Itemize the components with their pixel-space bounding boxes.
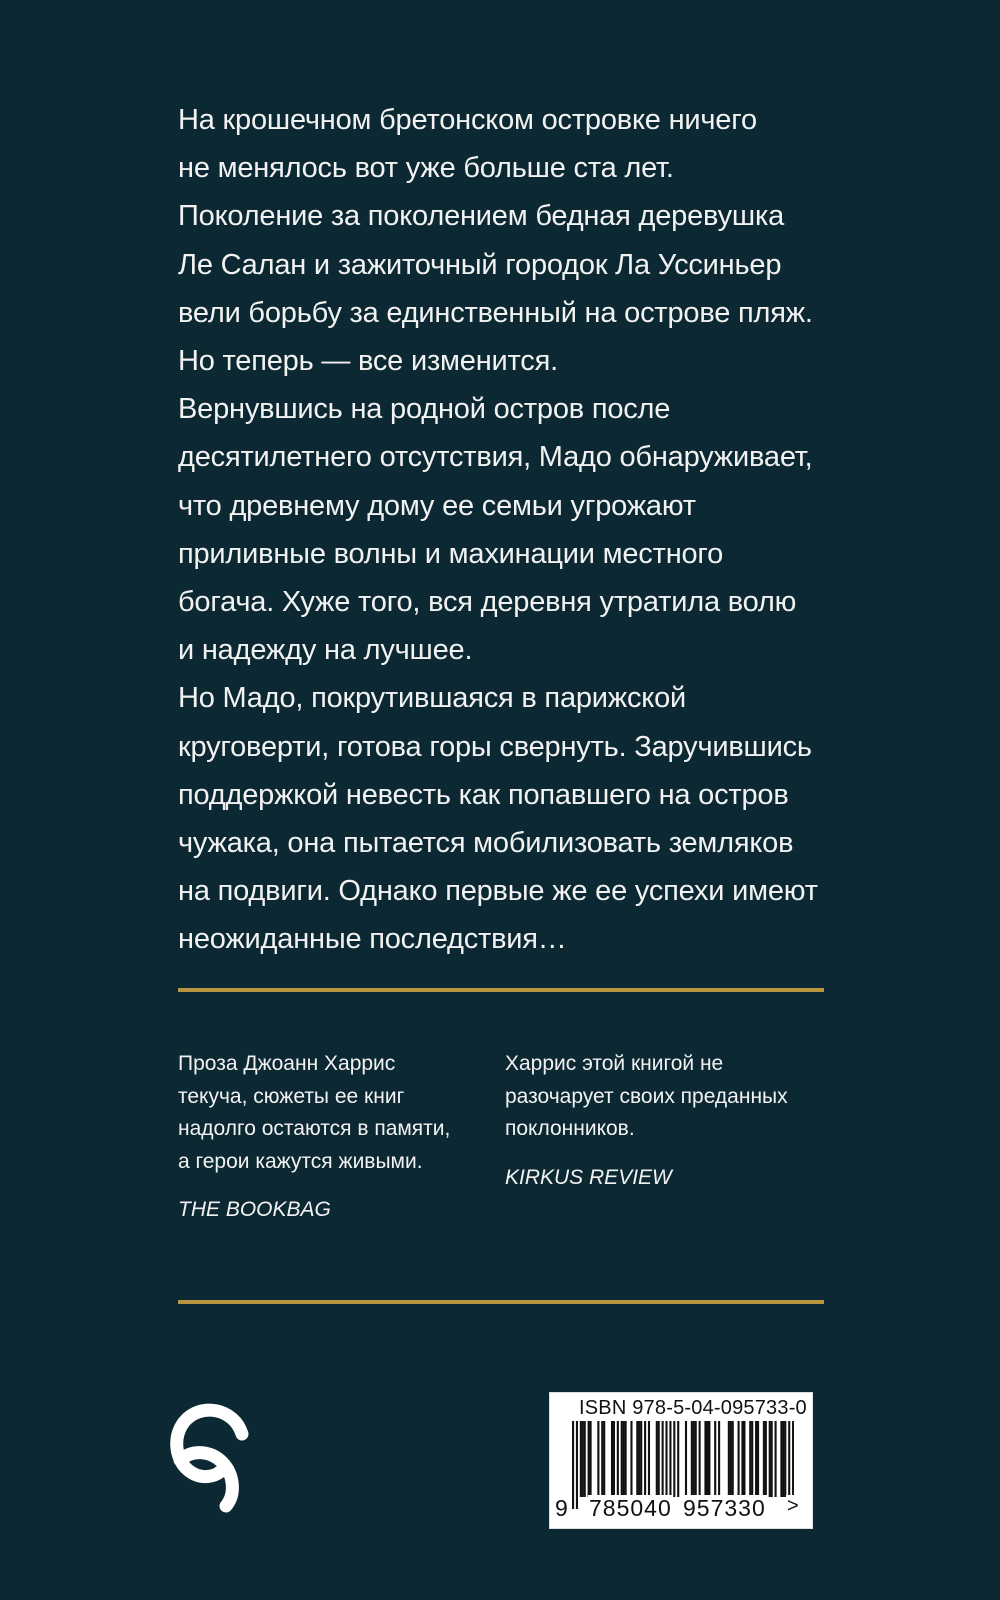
barcode-bar <box>732 1421 734 1497</box>
isbn-barcode <box>549 1392 813 1529</box>
barcode-bar <box>775 1421 777 1497</box>
barcode-bar <box>677 1421 679 1497</box>
blurb-line: поддержкой невесть как попавшего на остров <box>178 778 789 811</box>
blurb-line: не менялось вот уже больше ста лет. <box>178 152 674 185</box>
blurb-line: неожиданные последствия… <box>178 923 567 956</box>
barcode-bar <box>669 1421 671 1497</box>
quote-source: KIRKUS REVIEW <box>505 1165 672 1189</box>
barcode-bar <box>588 1421 590 1497</box>
barcode-bar <box>603 1421 605 1497</box>
blurb-line: что древнему дому ее семьи угрожают <box>178 489 696 522</box>
blurb-line: Но Мадо, покрутившаяся в парижской <box>178 682 687 715</box>
blurb-line: Вернувшись на родной остров после <box>178 393 671 426</box>
barcode-bar <box>638 1421 640 1497</box>
barcode-bar <box>648 1421 650 1497</box>
blurb-line: приливные волны и махинации местного <box>178 537 724 570</box>
barcode-bar <box>673 1421 675 1497</box>
barcode-bar <box>718 1421 720 1497</box>
barcode-bar <box>572 1421 574 1509</box>
blurb-text <box>178 96 858 964</box>
barcode-bar <box>584 1421 586 1497</box>
barcode-bar <box>730 1421 732 1497</box>
quote-line: разочарует своих преданных <box>505 1084 788 1108</box>
barcode-bar <box>623 1421 625 1497</box>
barcode-bar <box>769 1421 771 1497</box>
blurb-line: круговерти, готова горы свернуть. Заручившись <box>178 730 812 763</box>
blurb-line: Поколение за поколением бедная деревушка <box>178 200 785 233</box>
barcode-bar <box>714 1421 716 1497</box>
barcode-bar <box>749 1421 751 1497</box>
quote-line: Проза Джоанн Харрис <box>178 1052 396 1075</box>
blurb-line: Но теперь — все изменится. <box>178 345 558 378</box>
isbn-label: ISBN 978-5-04-095733-0 <box>579 1397 807 1419</box>
barcode-bar <box>743 1421 745 1497</box>
divider-top <box>178 988 824 992</box>
barcode-bar <box>738 1421 740 1497</box>
blurb-line: и надежду на лучшее. <box>178 634 473 667</box>
barcode-bar <box>792 1421 794 1497</box>
blurb-line: богача. Хуже того, вся деревня утратила волю <box>178 586 797 619</box>
barcode-bar <box>601 1421 603 1497</box>
barcode-bar <box>691 1421 693 1497</box>
barcode-bar <box>580 1421 582 1497</box>
barcode-bar <box>621 1421 623 1497</box>
barcode-bar <box>644 1421 646 1497</box>
divider-bottom <box>178 1300 824 1304</box>
barcode-bar <box>617 1421 619 1497</box>
barcode-bar <box>763 1421 765 1497</box>
barcode-bar <box>625 1421 627 1497</box>
barcode-bar <box>782 1421 784 1497</box>
barcode-bar <box>704 1421 706 1497</box>
barcode-bar <box>695 1421 697 1497</box>
blurb-line: На крошечном бретонском островке ничего <box>178 104 757 136</box>
quote-line: текуча, сюжеты ее книг <box>178 1084 405 1108</box>
quote-line: Харрис этой книгой не <box>505 1052 724 1075</box>
barcode-bar <box>611 1421 613 1497</box>
quote-line: поклонников. <box>505 1117 635 1140</box>
barcode-bar <box>582 1421 584 1497</box>
barcode-bar <box>771 1421 773 1497</box>
review-quote-right <box>505 1048 825 1194</box>
quote-line: надолго остаются в памяти, <box>178 1117 451 1140</box>
barcode-bar <box>788 1421 790 1497</box>
barcode-bar <box>636 1421 638 1497</box>
quote-line: а герои кажутся живыми. <box>178 1149 423 1173</box>
blurb-line: Ле Салан и зажиточный городок Ла Уссиньер <box>178 248 782 281</box>
blurb-line: чужака, она пытается мобилизовать земляков <box>178 827 794 860</box>
barcode-digits-left: 785040 <box>589 1495 672 1521</box>
barcode-bar <box>708 1421 710 1497</box>
barcode-bar <box>699 1421 701 1497</box>
barcode-bar <box>765 1421 767 1497</box>
barcode-bar <box>741 1421 743 1497</box>
barcode-bar <box>693 1421 695 1497</box>
barcode-bar <box>597 1421 599 1497</box>
barcode-bar <box>784 1421 786 1497</box>
barcode-bar <box>658 1421 660 1497</box>
barcode-digit-first: 9 <box>555 1495 569 1521</box>
barcode-bar <box>757 1421 759 1497</box>
barcode-bar <box>780 1421 782 1497</box>
barcode-bar <box>728 1421 730 1497</box>
barcode-bar <box>576 1421 578 1509</box>
barcode-bar <box>685 1421 687 1497</box>
barcode-bar <box>613 1421 615 1497</box>
barcode-bar <box>706 1421 708 1497</box>
eksmo-logo-icon <box>166 1390 256 1518</box>
blurb-line: на подвиги. Однако первые же ее успехи имеют <box>178 875 818 908</box>
quote-source: THE BOOKBAG <box>178 1198 331 1221</box>
barcode-bar <box>640 1421 642 1497</box>
barcode-bar <box>590 1421 592 1497</box>
barcode-bar <box>630 1421 632 1497</box>
barcode-bar <box>656 1421 658 1497</box>
barcode-digits-right: 957330 <box>683 1495 766 1521</box>
review-quote-left <box>178 1048 488 1227</box>
barcode-arrow: > <box>787 1495 800 1517</box>
blurb-line: вели борьбу за единственный на острове пляж. <box>178 296 813 329</box>
blurb-line: десятилетнего отсутствия, Мадо обнаруживает, <box>178 441 813 474</box>
